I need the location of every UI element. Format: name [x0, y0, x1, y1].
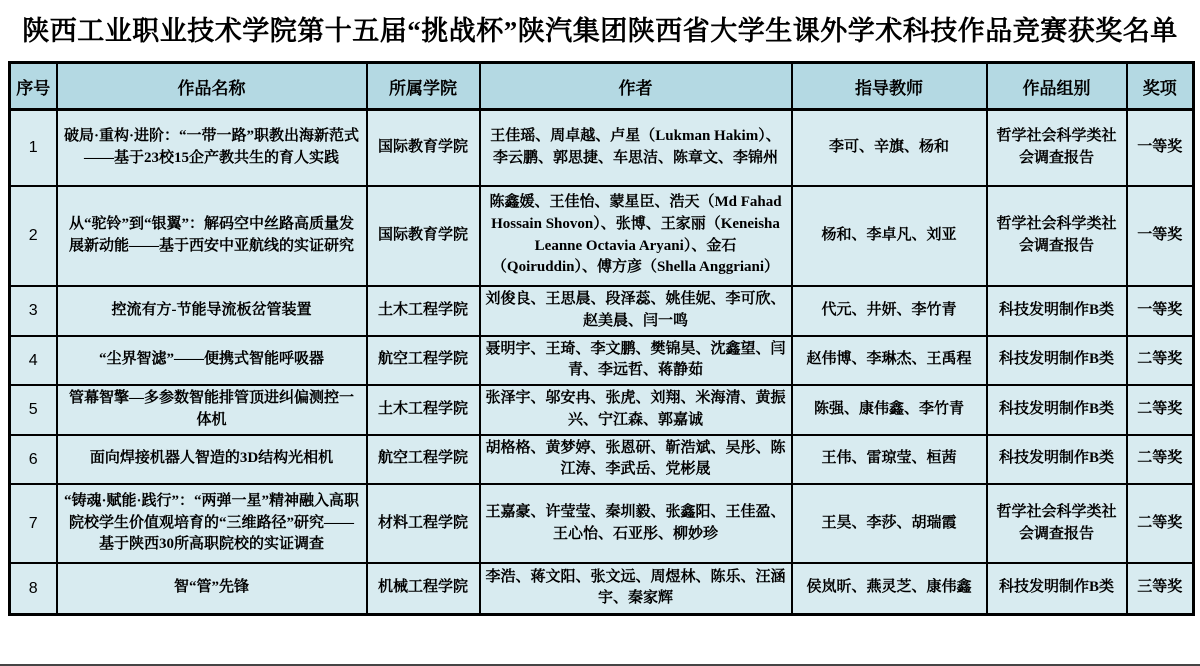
cell-authors: 聂明宇、王琦、李文鹏、樊锦昊、沈鑫望、闫青、李远哲、蒋静茹 — [480, 336, 792, 386]
table-row — [10, 484, 1194, 563]
cell-college: 航空工程学院 — [367, 336, 480, 386]
col-header-no: 序号 — [10, 63, 57, 110]
cell-category: 哲学社会科学类社会调查报告 — [987, 186, 1127, 286]
cell-authors: 王嘉豪、许莹莹、秦圳毅、张鑫阳、王佳盈、王心怡、石亚彤、柳妙珍 — [480, 484, 792, 563]
cell-advisors: 侯岚昕、燕灵芝、康伟鑫 — [792, 563, 987, 614]
col-header-category: 作品组别 — [987, 63, 1127, 110]
table-row — [10, 110, 1194, 186]
table-row — [10, 563, 1194, 614]
table-header — [10, 63, 1194, 110]
cell-no: 7 — [10, 484, 57, 563]
cell-work-name: 控流有方-节能导流板岔管装置 — [57, 286, 367, 336]
awards-table — [8, 61, 1195, 616]
table-row — [10, 435, 1194, 485]
cell-college: 国际教育学院 — [367, 186, 480, 286]
cell-no: 2 — [10, 186, 57, 286]
cell-college: 土木工程学院 — [367, 385, 480, 435]
cell-advisors: 陈强、康伟鑫、李竹青 — [792, 385, 987, 435]
cell-no: 8 — [10, 563, 57, 614]
cell-category: 科技发明制作B类 — [987, 336, 1127, 386]
cell-college: 机械工程学院 — [367, 563, 480, 614]
cell-advisors: 杨和、李卓凡、刘亚 — [792, 186, 987, 286]
page-title: 陕西工业职业技术学院第十五届“挑战杯”陕汽集团陕西省大学生课外学术科技作品竞赛获奖名单 — [22, 16, 1178, 46]
cell-authors: 王佳瑶、周卓越、卢星（Lukman Hakim）、李云鹏、郭思捷、车思洁、陈章文、李锦州 — [480, 110, 792, 186]
cell-no: 1 — [10, 110, 57, 186]
cell-award: 一等奖 — [1127, 110, 1194, 186]
cell-work-name: 面向焊接机器人智造的3D结构光相机 — [57, 435, 367, 485]
col-header-award: 奖项 — [1127, 63, 1194, 110]
cell-award: 二等奖 — [1127, 435, 1194, 485]
table-row — [10, 186, 1194, 286]
cell-college: 航空工程学院 — [367, 435, 480, 485]
cell-no: 6 — [10, 435, 57, 485]
cell-category: 哲学社会科学类社会调查报告 — [987, 484, 1127, 563]
cell-advisors: 代元、井妍、李竹青 — [792, 286, 987, 336]
cell-award: 一等奖 — [1127, 286, 1194, 336]
document-page — [0, 9, 1200, 616]
cell-no: 5 — [10, 385, 57, 435]
cell-category: 科技发明制作B类 — [987, 563, 1127, 614]
cell-category: 科技发明制作B类 — [987, 385, 1127, 435]
cell-advisors: 赵伟博、李琳杰、王禹程 — [792, 336, 987, 386]
cell-award: 二等奖 — [1127, 484, 1194, 563]
cell-work-name: 破局·重构·进阶：“一带一路”职教出海新范式——基于23校15企产教共生的育人实践 — [57, 110, 367, 186]
col-header-authors: 作者 — [480, 63, 792, 110]
cell-work-name: 从“驼铃”到“银翼”：解码空中丝路高质量发展新动能——基于西安中亚航线的实证研究 — [57, 186, 367, 286]
cell-no: 4 — [10, 336, 57, 386]
cell-work-name: 智“管”先锋 — [57, 563, 367, 614]
cell-authors: 陈鑫媛、王佳怡、蒙星臣、浩天（Md Fahad Hossain Shovon）、张博、王家丽（Keneisha Leanne Octavia Aryani）、金石（Qoiruddin）、傅方彦（Shella Anggriani） — [480, 186, 792, 286]
cell-college: 国际教育学院 — [367, 110, 480, 186]
cell-advisors: 李可、辛旗、杨和 — [792, 110, 987, 186]
cell-award: 三等奖 — [1127, 563, 1194, 614]
cell-advisors: 王伟、雷琼莹、桓茜 — [792, 435, 987, 485]
table-body — [10, 110, 1194, 615]
cell-authors: 刘俊良、王思晨、段泽蕊、姚佳妮、李可欣、赵美晨、闫一鸣 — [480, 286, 792, 336]
header-row — [10, 63, 1194, 110]
cell-work-name: “铸魂·赋能·践行”：“两弹一星”精神融入高职院校学生价值观培育的“三维路径”研究——基于陕西30所高职院校的实证调查 — [57, 484, 367, 563]
table-row — [10, 286, 1194, 336]
cell-authors: 李浩、蒋文阳、张文远、周煜林、陈乐、汪涵宇、秦家辉 — [480, 563, 792, 614]
cell-category: 科技发明制作B类 — [987, 435, 1127, 485]
cell-advisors: 王昊、李莎、胡瑞霞 — [792, 484, 987, 563]
table-row — [10, 385, 1194, 435]
cell-category: 哲学社会科学类社会调查报告 — [987, 110, 1127, 186]
cell-award: 二等奖 — [1127, 385, 1194, 435]
cell-college: 土木工程学院 — [367, 286, 480, 336]
cell-award: 一等奖 — [1127, 186, 1194, 286]
col-header-name: 作品名称 — [57, 63, 367, 110]
cell-category: 科技发明制作B类 — [987, 286, 1127, 336]
col-header-advisors: 指导教师 — [792, 63, 987, 110]
cell-no: 3 — [10, 286, 57, 336]
cell-work-name: “尘界智滤”——便携式智能呼吸器 — [57, 336, 367, 386]
col-header-college: 所属学院 — [367, 63, 480, 110]
cell-award: 二等奖 — [1127, 336, 1194, 386]
cell-work-name: 管幕智擎—多参数智能排管顶进纠偏测控一体机 — [57, 385, 367, 435]
cell-college: 材料工程学院 — [367, 484, 480, 563]
cell-authors: 张泽宇、邬安冉、张虎、刘翔、米海清、黄振兴、宁江森、郭嘉诚 — [480, 385, 792, 435]
cell-authors: 胡格格、黄梦婷、张恩研、靳浩斌、吴彤、陈江涛、李武岳、党彬晟 — [480, 435, 792, 485]
table-row — [10, 336, 1194, 386]
